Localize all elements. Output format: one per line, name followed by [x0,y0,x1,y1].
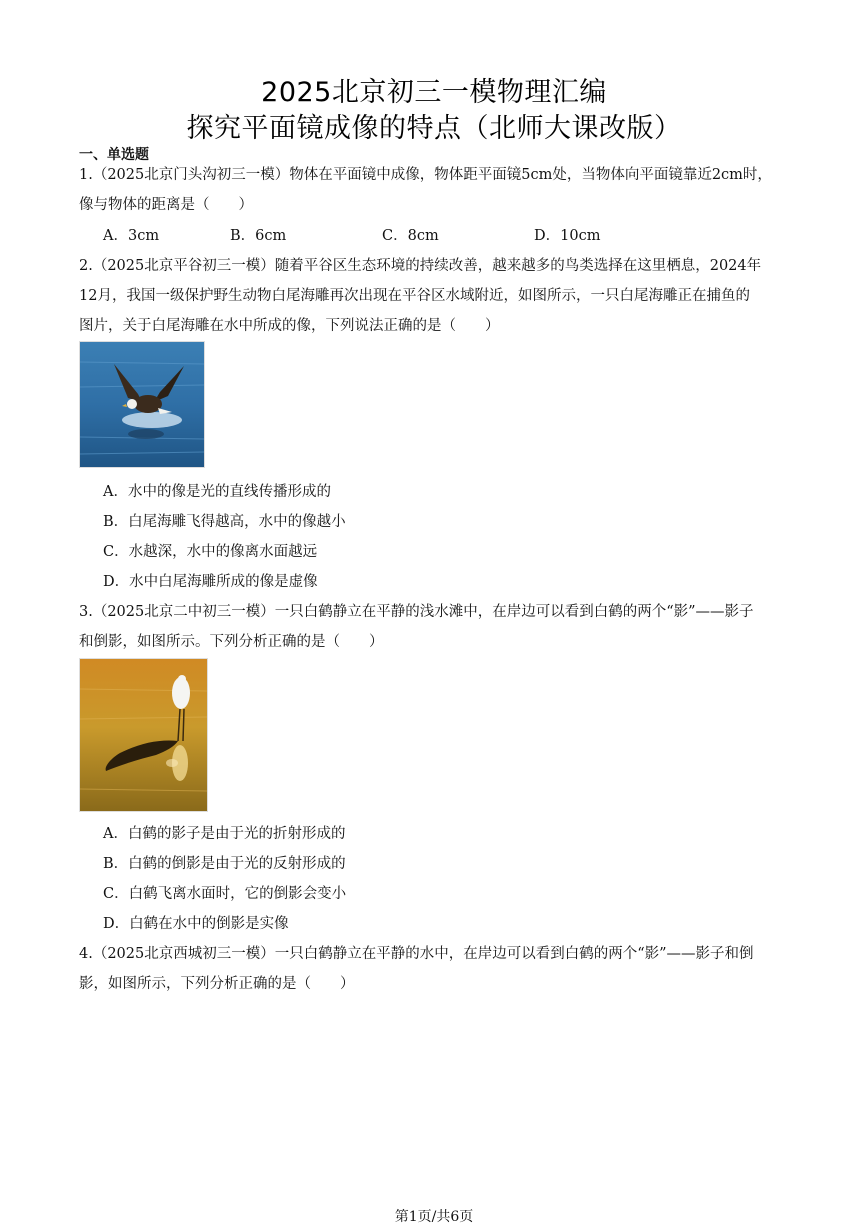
q1-option-b: B．6cm [230,228,287,244]
q1-option-a: A．3cm [103,228,160,244]
q3-option-d: D．白鹤在水中的倒影是实像 [103,916,289,932]
q2-option-c: C．水越深，水中的像离水面越远 [103,544,318,560]
document-title: 2025北京初三一模物理汇编 [261,77,607,108]
q3-option-a: A．白鹤的影子是由于光的折射形成的 [103,826,346,842]
q3-option-c: C．白鹤飞离水面时，它的倒影会变小 [103,886,347,902]
page-number: 第1页/共6页 [394,1209,474,1225]
question-1-text: 1.（2025北京门头沟初三一模）物体在平面镜中成像，物体距平面镜5cm处，当物体向平面镜靠近2cm时， [79,167,772,183]
section-heading: 一、单选题 [79,147,149,163]
question-2-text-cont2: 图片，关于白尾海雕在水中所成的像，下列说法正确的是（ ） [79,318,500,334]
question-4-text: 4.（2025北京西城初三一模）一只白鹤静立在平静的水中，在岸边可以看到白鹤的两个“影”——影子和倒 [79,946,754,962]
question-2-text-cont: 12月，我国一级保护野生动物白尾海雕再次出现在平谷区水域附近，如图所示，一只白尾海雕正在捕鱼的 [79,288,750,304]
document-subtitle: 探究平面镜成像的特点（北师大课改版） [186,113,682,144]
question-4-text-cont: 影，如图所示，下列分析正确的是（ ） [79,976,355,992]
question-3-text-cont: 和倒影，如图所示。下列分析正确的是（ ） [79,634,384,650]
question-1-text-cont: 像与物体的距离是（ ） [79,197,253,213]
question-3-text: 3.（2025北京二中初三一模）一只白鹤静立在平静的浅水滩中，在岸边可以看到白鹤的两个“影”——影子 [79,604,754,620]
eagle-photo [79,341,205,468]
crane-photo [79,658,208,812]
q2-option-a: A．水中的像是光的直线传播形成的 [103,484,331,500]
question-2-text: 2.（2025北京平谷初三一模）随着平谷区生态环境的持续改善，越来越多的鸟类选择在这里栖息，2024年 [79,258,762,274]
q2-option-d: D．水中白尾海雕所成的像是虚像 [103,574,318,590]
q2-option-b: B．白尾海雕飞得越高，水中的像越小 [103,514,346,530]
q1-option-c: C．8cm [382,228,439,244]
q3-option-b: B．白鹤的倒影是由于光的反射形成的 [103,856,346,872]
q1-option-d: D．10cm [534,228,601,244]
